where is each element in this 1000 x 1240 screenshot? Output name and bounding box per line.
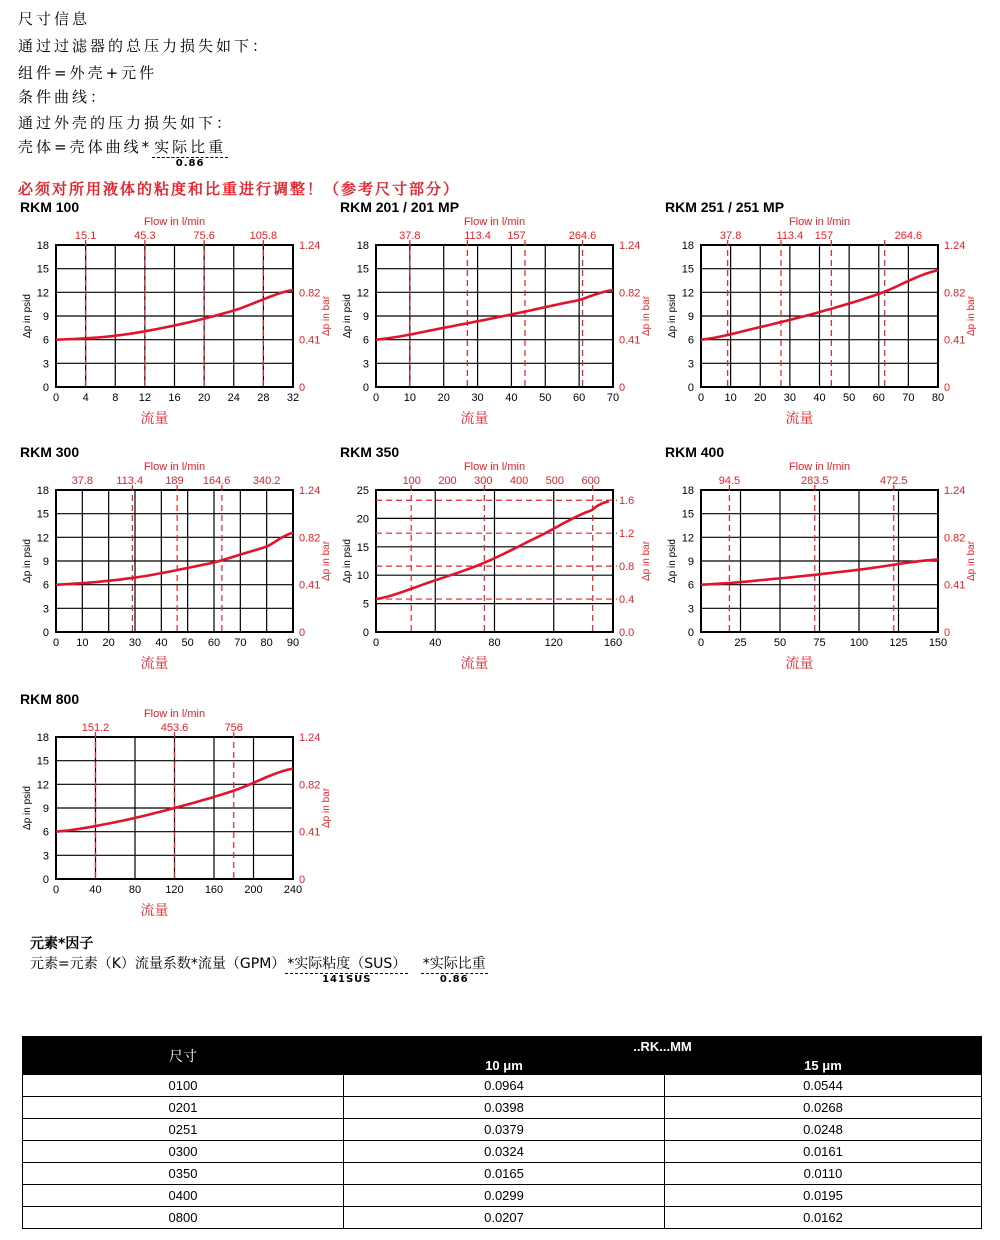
y-tick-label: 25: [356, 485, 369, 497]
flow-tick-label: 157: [814, 230, 834, 242]
x-tick-label: 160: [603, 637, 623, 649]
x-tick-label: 24: [227, 392, 240, 404]
cell-15um: 0.0544: [665, 1075, 982, 1097]
shell-formula-denominator: 0.86: [175, 158, 205, 169]
bar-tick-label: 0.82: [619, 287, 641, 300]
flow-tick-label: 113.4: [464, 230, 491, 242]
y-tick-label: 15: [356, 541, 369, 554]
bar-tick-label: 0.82: [944, 532, 966, 545]
x-tick-label: 80: [260, 637, 273, 649]
y-tick-label: 0: [42, 874, 49, 886]
x-tick-label: 4: [82, 392, 89, 404]
flow-tick-label: 113.4: [776, 230, 804, 242]
y-tick-label: 0: [42, 627, 49, 639]
x-tick-label: 125: [889, 637, 908, 649]
chart-title: RKM 100: [20, 199, 80, 215]
flow-tick-label: 264.6: [894, 230, 923, 242]
bar-tick-label: 0.41: [299, 579, 321, 592]
y-tick-label: 0: [687, 382, 694, 394]
y-tick-label: 18: [36, 732, 49, 744]
flow-tick-label: 600: [581, 475, 600, 487]
viscosity-denominator: 141SUS: [322, 974, 372, 985]
y-tick-label: 18: [36, 240, 49, 252]
x-tick-label: 10: [724, 392, 737, 404]
bar-tick-label: 1.2: [619, 528, 635, 541]
x-tick-label: 30: [471, 392, 484, 404]
bar-tick-label: 0.41: [944, 579, 966, 592]
chart-svg: [18, 690, 338, 922]
y-tick-label: 18: [681, 485, 694, 497]
chart-title: RKM 800: [20, 691, 80, 707]
table-row: [23, 1207, 982, 1229]
x-tick-label: 8: [112, 392, 119, 404]
bar-tick-label: 1.6: [619, 495, 635, 508]
x-tick-label: 50: [773, 637, 787, 649]
x-axis-label: 流量: [785, 411, 814, 427]
y-tick-label: 15: [36, 508, 49, 521]
y-tick-label: 12: [681, 532, 694, 545]
flow-tick-label: 151.2: [81, 722, 110, 734]
flow-tick-label: 37.8: [71, 475, 94, 487]
gravity-denominator: 0.86: [439, 974, 469, 985]
y-axis-label-psid: Δp in psid: [667, 294, 678, 338]
flow-tick-label: 500: [545, 475, 564, 487]
x-tick-label: 16: [168, 392, 181, 404]
x-tick-label: 70: [234, 637, 247, 649]
bar-tick-label: 1.24: [299, 240, 321, 252]
y-tick-label: 3: [362, 358, 369, 371]
x-tick-label: 100: [849, 637, 869, 649]
flow-axis-title: Flow in l/min: [463, 216, 526, 228]
x-tick-label: 75: [813, 637, 826, 649]
y-tick-label: 3: [42, 850, 49, 863]
chart-svg: [18, 443, 338, 675]
x-tick-label: 10: [403, 392, 416, 404]
pressure-loss-curve: [376, 290, 613, 340]
flow-tick-label: 472.5: [879, 475, 908, 487]
bar-tick-label: 1.24: [619, 240, 641, 252]
bar-tick-label: 0.82: [944, 287, 966, 300]
y-tick-label: 6: [687, 579, 694, 592]
y-tick-label: 15: [356, 263, 369, 276]
viscosity-numerator: *实际粘度（SUS）: [285, 953, 408, 974]
x-tick-label: 25: [734, 637, 747, 649]
y-tick-label: 12: [681, 287, 694, 300]
x-tick-label: 200: [244, 884, 263, 896]
shell-formula-numerator: 实际比重: [154, 138, 227, 156]
x-tick-label: 80: [931, 392, 945, 404]
bar-tick-label: 0.41: [619, 334, 641, 347]
x-tick-label: 80: [488, 637, 501, 649]
y-tick-label: 3: [42, 603, 49, 616]
x-tick-label: 0: [372, 637, 380, 649]
y-tick-label: 15: [36, 755, 49, 768]
pressure-loss-curve: [56, 533, 293, 585]
x-axis-label: 流量: [460, 411, 489, 427]
y-tick-label: 0: [42, 382, 49, 394]
y-tick-label: 9: [362, 311, 369, 323]
bar-tick-label: 0.41: [944, 334, 966, 347]
x-axis-label: 流量: [140, 656, 169, 672]
cell-15um: 0.0195: [665, 1185, 982, 1207]
chart-title: RKM 300: [20, 444, 80, 460]
x-tick-label: 0: [697, 392, 705, 404]
flow-tick-label: 94.5: [718, 475, 741, 487]
cell-10um: 0.0207: [344, 1207, 665, 1229]
header-line-3: 组件=外壳+元件: [18, 64, 158, 82]
bar-tick-label: 0: [619, 382, 626, 394]
y-tick-label: 12: [36, 287, 49, 300]
x-tick-label: 40: [505, 392, 518, 404]
column-header-10um: 10 μm: [344, 1056, 665, 1075]
y-tick-label: 20: [356, 513, 369, 526]
bar-tick-label: 0: [944, 627, 951, 639]
y-tick-label: 15: [36, 263, 49, 276]
table-row: [23, 1141, 982, 1163]
bar-tick-label: 0.41: [299, 334, 321, 347]
cell-size: 0201: [23, 1097, 344, 1119]
flow-tick-label: 200: [438, 475, 457, 487]
chart-title: RKM 201 / 201 MP: [340, 199, 460, 215]
element-factor-formula: [30, 953, 488, 985]
chart-svg: [18, 198, 338, 430]
y-tick-label: 9: [687, 556, 694, 568]
y-tick-label: 18: [36, 485, 49, 497]
x-tick-label: 0: [52, 392, 60, 404]
x-tick-label: 80: [128, 884, 142, 896]
bar-tick-label: 0.0: [619, 627, 635, 639]
flow-tick-label: 45.3: [134, 230, 156, 242]
table-row: [23, 1097, 982, 1119]
y-axis-label-bar: Δp in bar: [321, 787, 332, 829]
y-tick-label: 3: [42, 358, 49, 371]
flow-axis-title: Flow in l/min: [463, 461, 526, 473]
element-k-factor-table: [22, 1036, 982, 1229]
x-tick-label: 160: [204, 884, 224, 896]
x-tick-label: 70: [902, 392, 915, 404]
y-tick-label: 9: [42, 556, 49, 568]
cell-15um: 0.0110: [665, 1163, 982, 1185]
cell-15um: 0.0162: [665, 1207, 982, 1229]
x-tick-label: 60: [207, 637, 221, 649]
x-axis-label: 流量: [460, 656, 489, 672]
x-axis-label: 流量: [140, 411, 169, 427]
x-tick-label: 150: [928, 637, 948, 649]
x-tick-label: 10: [76, 637, 89, 649]
y-tick-label: 12: [36, 779, 49, 792]
y-axis-label-psid: Δp in psid: [342, 539, 353, 583]
column-group-header: ..RK...MM: [344, 1037, 982, 1056]
column-header-size: 尺寸: [23, 1037, 344, 1075]
y-tick-label: 6: [42, 579, 49, 592]
bar-tick-label: 0: [299, 627, 306, 639]
chart-rkm-400: [663, 443, 983, 679]
viscosity-warning: 必须对所用液体的粘度和比重进行调整！（参考尺寸部分）: [18, 180, 461, 198]
cell-15um: 0.0268: [665, 1097, 982, 1119]
bar-tick-label: 0.82: [299, 287, 321, 300]
table-row: [23, 1185, 982, 1207]
y-tick-label: 10: [356, 570, 369, 583]
y-tick-label: 6: [687, 334, 694, 347]
x-tick-label: 40: [89, 884, 102, 896]
y-axis-label-psid: Δp in psid: [22, 294, 33, 338]
y-tick-label: 9: [42, 803, 49, 815]
cell-15um: 0.0161: [665, 1141, 982, 1163]
bar-tick-label: 0.8: [619, 561, 635, 574]
cell-10um: 0.0165: [344, 1163, 665, 1185]
x-tick-label: 20: [102, 637, 115, 649]
bar-tick-label: 0: [299, 874, 306, 886]
x-tick-label: 20: [437, 392, 450, 404]
flow-tick-label: 300: [474, 475, 493, 487]
x-axis-label: 流量: [140, 903, 169, 919]
chart-svg: [338, 198, 658, 430]
flow-axis-title: Flow in l/min: [143, 461, 206, 473]
x-tick-label: 60: [573, 392, 586, 404]
cell-size: 0800: [23, 1207, 344, 1229]
flow-axis-title: Flow in l/min: [143, 216, 206, 228]
flow-tick-label: 283.5: [800, 475, 829, 487]
x-tick-label: 0: [372, 392, 380, 404]
y-tick-label: 15: [681, 263, 694, 276]
x-tick-label: 240: [283, 884, 303, 896]
x-tick-label: 50: [181, 637, 194, 649]
bar-tick-label: 1.24: [299, 485, 321, 497]
y-tick-label: 6: [42, 826, 49, 839]
y-tick-label: 12: [356, 287, 369, 300]
bar-tick-label: 1.24: [944, 485, 966, 497]
bar-tick-label: 0: [944, 382, 951, 394]
chart-title: RKM 350: [340, 444, 400, 460]
x-tick-label: 70: [606, 392, 620, 404]
table-row: [23, 1119, 982, 1141]
y-tick-label: 18: [356, 240, 369, 252]
y-tick-label: 9: [687, 311, 694, 323]
column-header-15um: 15 μm: [665, 1056, 982, 1075]
flow-tick-label: 37.8: [719, 230, 742, 242]
table-row: [23, 1075, 982, 1097]
y-tick-label: 3: [687, 358, 694, 371]
shell-formula-fraction: [152, 136, 228, 169]
chart-rkm-251: [663, 198, 983, 434]
y-tick-label: 6: [362, 334, 369, 347]
flow-tick-label: 15.1: [74, 230, 97, 242]
x-tick-label: 28: [257, 392, 270, 404]
cell-10um: 0.0299: [344, 1185, 665, 1207]
flow-tick-label: 340.2: [252, 475, 281, 487]
chart-svg: [338, 443, 658, 675]
x-tick-label: 0: [52, 637, 60, 649]
element-factor-title: 元素*因子: [30, 936, 94, 952]
flow-tick-label: 400: [509, 475, 529, 487]
x-tick-label: 30: [783, 392, 796, 404]
x-tick-label: 40: [813, 392, 826, 404]
table-row: [23, 1163, 982, 1185]
x-tick-label: 120: [165, 884, 184, 896]
cell-size: 0100: [23, 1075, 344, 1097]
chart-svg: [663, 443, 983, 675]
y-tick-label: 3: [687, 603, 694, 616]
bar-tick-label: 0.82: [299, 532, 321, 545]
viscosity-fraction: [285, 953, 408, 985]
flow-axis-title: Flow in l/min: [788, 216, 851, 228]
y-axis-label-psid: Δp in psid: [22, 786, 33, 830]
x-tick-label: 50: [539, 392, 552, 404]
cell-10um: 0.0379: [344, 1119, 665, 1141]
y-tick-label: 0: [362, 627, 369, 639]
y-axis-label-bar: Δp in bar: [321, 295, 332, 337]
x-tick-label: 120: [544, 637, 563, 649]
flow-tick-label: 100: [402, 475, 421, 487]
bar-tick-label: 0: [299, 382, 306, 394]
y-axis-label-bar: Δp in bar: [966, 540, 977, 582]
y-axis-label-psid: Δp in psid: [667, 539, 678, 583]
gravity-fraction: [421, 953, 488, 985]
x-tick-label: 50: [843, 392, 856, 404]
x-tick-label: 20: [754, 392, 767, 404]
y-tick-label: 15: [681, 508, 694, 521]
shell-formula-prefix: 壳体=壳体曲线*: [18, 138, 153, 156]
chart-rkm-300: [18, 443, 338, 679]
header-line-4: 条件曲线：: [18, 88, 109, 106]
flow-tick-label: 113.4: [116, 475, 144, 487]
header-line-1: 尺寸信息: [18, 10, 91, 28]
cell-10um: 0.0324: [344, 1141, 665, 1163]
y-tick-label: 0: [362, 382, 369, 394]
chart-rkm-800: [18, 690, 338, 926]
x-tick-label: 32: [286, 392, 300, 404]
flow-tick-label: 164.6: [202, 475, 231, 487]
x-tick-label: 12: [138, 392, 151, 404]
y-tick-label: 18: [681, 240, 694, 252]
y-axis-label-bar: Δp in bar: [641, 295, 652, 337]
cell-size: 0400: [23, 1185, 344, 1207]
bar-tick-label: 0.4: [619, 594, 635, 607]
x-tick-label: 20: [198, 392, 211, 404]
cell-10um: 0.0398: [344, 1097, 665, 1119]
x-tick-label: 60: [872, 392, 885, 404]
chart-rkm-100: [18, 198, 338, 434]
x-axis-label: 流量: [785, 656, 814, 672]
y-tick-label: 5: [362, 598, 369, 611]
flow-axis-title: Flow in l/min: [143, 708, 206, 720]
cell-size: 0300: [23, 1141, 344, 1163]
element-formula-prefix: 元素=元素（K）流量系数*流量（GPM）: [30, 956, 286, 972]
y-axis-label-bar: Δp in bar: [641, 540, 652, 582]
y-axis-label-bar: Δp in bar: [321, 540, 332, 582]
bar-tick-label: 0.82: [299, 779, 321, 792]
header-line-5: 通过外壳的压力损失如下：: [18, 114, 235, 132]
flow-axis-title: Flow in l/min: [788, 461, 851, 473]
cell-15um: 0.0248: [665, 1119, 982, 1141]
y-tick-label: 12: [36, 532, 49, 545]
bar-tick-label: 1.24: [299, 732, 321, 744]
y-axis-label-psid: Δp in psid: [22, 539, 33, 583]
bar-tick-label: 1.24: [944, 240, 966, 252]
chart-title: RKM 400: [665, 444, 725, 460]
flow-tick-label: 756: [224, 722, 243, 734]
flow-tick-label: 105.8: [249, 230, 278, 242]
header-line-2: 通过过滤器的总压力损失如下：: [18, 37, 271, 55]
y-tick-label: 6: [42, 334, 49, 347]
y-axis-label-psid: Δp in psid: [342, 294, 353, 338]
y-axis-label-bar: Δp in bar: [966, 295, 977, 337]
x-tick-label: 40: [155, 637, 168, 649]
x-tick-label: 40: [429, 637, 442, 649]
cell-size: 0251: [23, 1119, 344, 1141]
flow-tick-label: 264.6: [568, 230, 597, 242]
x-tick-label: 90: [286, 637, 300, 649]
cell-size: 0350: [23, 1163, 344, 1185]
chart-title: RKM 251 / 251 MP: [665, 199, 785, 215]
flow-tick-label: 75.6: [193, 230, 215, 242]
cell-10um: 0.0964: [344, 1075, 665, 1097]
bar-tick-label: 0.41: [299, 826, 321, 839]
x-tick-label: 0: [52, 884, 60, 896]
chart-svg: [663, 198, 983, 430]
header-line-6: [18, 136, 228, 169]
y-tick-label: 9: [42, 311, 49, 323]
chart-rkm-350: [338, 443, 658, 679]
x-tick-label: 30: [128, 637, 142, 649]
x-tick-label: 0: [697, 637, 705, 649]
flow-tick-label: 37.8: [399, 230, 421, 242]
gravity-numerator: *实际比重: [421, 953, 488, 974]
y-tick-label: 0: [687, 627, 694, 639]
chart-rkm-201: [338, 198, 658, 434]
flow-tick-label: 189: [165, 475, 184, 487]
flow-tick-label: 453.6: [160, 722, 189, 734]
flow-tick-label: 157: [507, 230, 526, 242]
